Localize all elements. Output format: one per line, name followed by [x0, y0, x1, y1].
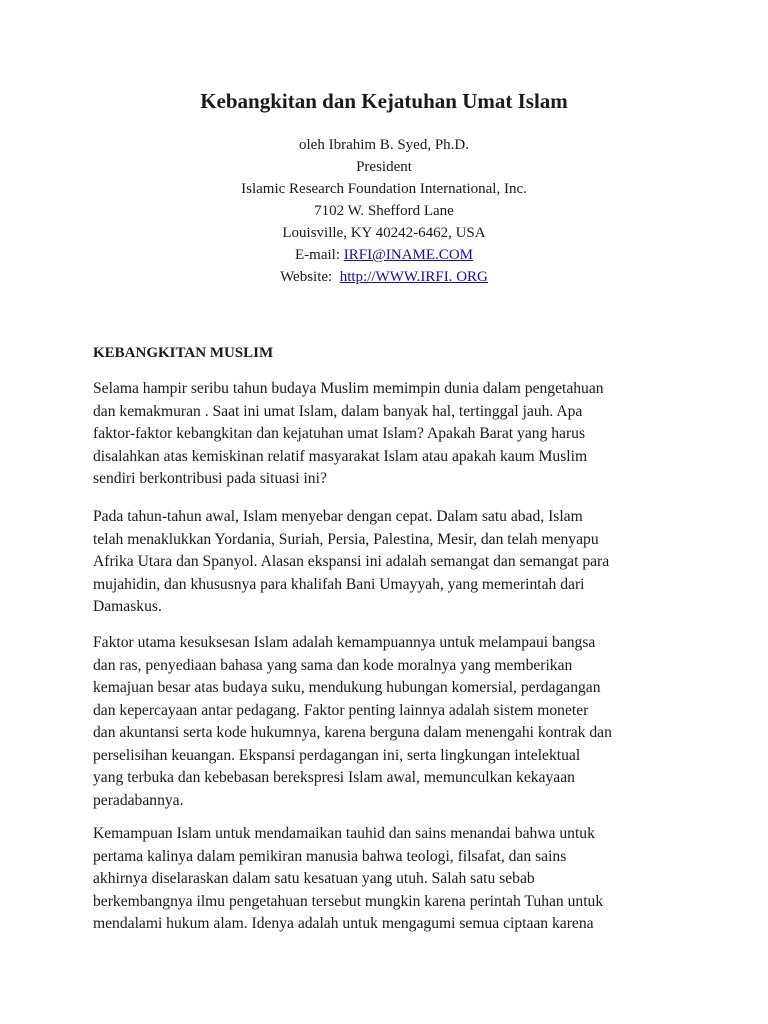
website-link[interactable]: http://WWW.IRFI. ORG [339, 269, 488, 285]
paragraph [93, 632, 683, 812]
organization-name: Islamic Research Foundation International, Inc. [241, 181, 527, 197]
website-row [0, 266, 768, 288]
paragraph-line: pertama kalinya dalam pemikiran manusia bahwa teologi, filsafat, dan sains [93, 847, 567, 865]
paragraph-line: yang terbuka dan kebebasan berekspresi Islam awal, memunculkan kekayaan [93, 769, 575, 786]
address-street: 7102 W. Shefford Lane [314, 203, 454, 219]
paragraph-line: dan kemakmuran . Saat ini umat Islam, dalam banyak hal, tertinggal jauh. Apa [93, 402, 583, 420]
website-label: Website: [280, 269, 340, 285]
paragraph-line: Selama hampir seribu tahun budaya Muslim memimpin dunia dalam pengetahuan [93, 380, 604, 397]
paragraph-line: perselisihan keuangan. Ekspansi perdagangan ini, serta lingkungan intelektual [93, 746, 581, 764]
paragraph-line: mendalami hukum alam. Idenya adalah untuk mengagumi semua ciptaan karena [93, 915, 594, 932]
document-title: Kebangkitan dan Kejatuhan Umat Islam [200, 89, 568, 113]
email-link[interactable]: IRFI@INAME.COM [343, 247, 473, 263]
paragraph-line: dan kepercayaan antar pedagang. Faktor penting lainnya adalah sistem moneter [93, 701, 589, 719]
paragraph-line: Afrika Utara dan Spanyol. Alasan ekspansi ini adalah semangat dan semangat para [93, 553, 610, 570]
paragraph [93, 378, 683, 491]
paragraph-line: mujahidin, dan khususnya para khalifah Bani Umayyah, yang memerintah dari [93, 575, 585, 593]
paragraph-line: akhirnya diselaraskan dalam satu kesatuan yang utuh. Salah satu sebab [93, 870, 535, 887]
author-role: President [356, 159, 412, 175]
paragraph-line: peradabannya. [93, 791, 184, 809]
paragraph-line: Kemampuan Islam untuk mendamaikan tauhid dan sains menandai bahwa untuk [93, 825, 595, 842]
paragraph [93, 823, 683, 936]
paragraph-line: dan akuntansi serta kode hukumnya, karena berguna dalam menengahi kontrak dan [93, 724, 612, 741]
paragraph-line: sendiri berkontribusi pada situasi ini? [93, 470, 327, 487]
author-name: oleh Ibrahim B. Syed, Ph.D. [299, 137, 469, 153]
paragraph-line: kemajuan besar atas budaya suku, mendukung hubungan komersial, perdagangan [93, 679, 601, 696]
paragraph-line: dan ras, penyediaan bahasa yang sama dan kode moralnya yang memberikan [93, 656, 573, 674]
paragraph [93, 506, 683, 619]
paragraph-line: disalahkan atas kemiskinan relatif masyarakat Islam atau apakah kaum Muslim [93, 447, 588, 465]
paragraph-line: faktor-faktor kebangkitan dan kejatuhan umat Islam? Apakah Barat yang harus [93, 425, 586, 442]
section-heading: KEBANGKITAN MUSLIM [93, 345, 274, 361]
address-city: Louisville, KY 40242-6462, USA [282, 225, 486, 241]
paragraph-line: berkembangnya ilmu pengetahuan tersebut mungkin karena perintah Tuhan untuk [93, 892, 604, 910]
author-byline [0, 134, 768, 288]
email-row [0, 244, 768, 266]
email-label: E-mail: [295, 247, 344, 263]
paragraph-line: Pada tahun-tahun awal, Islam menyebar dengan cepat. Dalam satu abad, Islam [93, 508, 583, 525]
paragraph-line: Damaskus. [93, 598, 162, 615]
paragraph-line: telah menaklukkan Yordania, Suriah, Persia, Palestina, Mesir, dan telah menyapu [93, 530, 599, 548]
paragraph-line: Faktor utama kesuksesan Islam adalah kemampuannya untuk melampaui bangsa [93, 634, 596, 651]
